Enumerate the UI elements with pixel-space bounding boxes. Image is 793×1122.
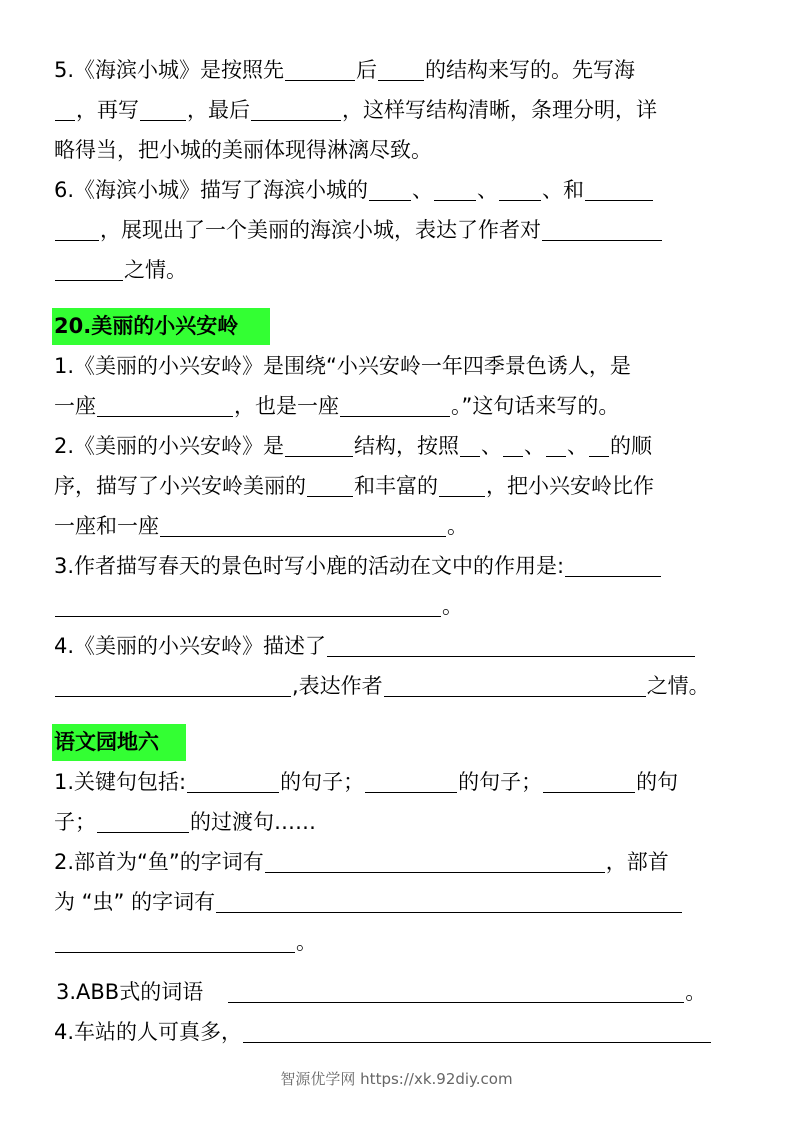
- s20q3-line-2: [54, 592, 742, 620]
- blank[interactable]: [546, 434, 566, 457]
- blank[interactable]: [55, 594, 441, 617]
- g2-text: 2.部首为“鱼”的字词有: [54, 850, 264, 874]
- blank[interactable]: [499, 178, 541, 201]
- section-heading-garden-6: 语文园地六: [52, 724, 186, 761]
- blank[interactable]: [439, 474, 485, 497]
- s20q1-text: ，也是一座: [234, 394, 339, 418]
- blank[interactable]: [55, 674, 291, 697]
- q5-line-1: [54, 56, 742, 84]
- s20q2-text: 结构，按照: [354, 434, 460, 458]
- s20q4-line-2: [54, 672, 742, 700]
- q5-text: ，这样写结构清晰，条理分明，详: [342, 98, 657, 122]
- blank[interactable]: [589, 434, 609, 457]
- g1-text: 的句子；: [458, 770, 543, 794]
- blank[interactable]: [55, 98, 75, 121]
- blank[interactable]: [384, 674, 646, 697]
- blank[interactable]: [542, 218, 662, 241]
- g3-text: 3.ABB式的词语: [56, 980, 204, 1004]
- g3-text: 。: [685, 980, 707, 1004]
- g2-text: 为 “虫” 的字词有: [54, 890, 216, 914]
- q6-line-3: [54, 256, 742, 284]
- g2-line-2: [54, 888, 742, 916]
- q5-text: 后: [356, 58, 378, 82]
- blank[interactable]: [160, 514, 446, 537]
- q5-text: 略得当，把小城的美丽体现得淋漓尽致。: [54, 138, 432, 162]
- q5-text: 5.《海滨小城》是按照先: [54, 58, 285, 82]
- q6-text: 6.《海滨小城》描写了海滨小城的: [54, 178, 369, 202]
- blank[interactable]: [55, 218, 99, 241]
- s20q2-text: 。: [447, 514, 468, 538]
- q5-line-3: [54, 136, 742, 164]
- blank[interactable]: [55, 930, 295, 953]
- blank[interactable]: [340, 394, 450, 417]
- g1-line-1: [54, 768, 742, 796]
- blank[interactable]: [327, 634, 695, 657]
- separator: 、: [477, 178, 499, 202]
- blank[interactable]: [434, 178, 476, 201]
- g1-text: 1.关键句包括:: [54, 770, 187, 794]
- blank[interactable]: [565, 554, 661, 577]
- g4-text: 4.车站的人可真多，: [54, 1020, 243, 1044]
- g1-text: 的句: [636, 770, 679, 794]
- s20q2-line-1: [54, 432, 742, 460]
- blank[interactable]: [265, 850, 605, 873]
- separator: 、: [567, 434, 589, 458]
- g3-line: [56, 978, 744, 1006]
- g2-line-1: [54, 848, 742, 876]
- blank[interactable]: [97, 394, 233, 417]
- q5-line-2: [54, 96, 742, 124]
- g2-text: 。: [296, 930, 317, 954]
- blank[interactable]: [369, 178, 411, 201]
- s20q1-line-2: [54, 392, 742, 420]
- q5-text: 的结构来写的。先写海: [425, 58, 636, 82]
- s20q2-text: 序，描写了小兴安岭美丽的: [54, 474, 306, 498]
- separator: 、: [481, 434, 503, 458]
- blank[interactable]: [285, 58, 355, 81]
- blank[interactable]: [243, 1020, 711, 1043]
- s20q3-text: 3.作者描写春天的景色时写小鹿的活动在文中的作用是:: [54, 554, 565, 578]
- s20q1-line-1: [54, 352, 742, 380]
- s20q2-text: 的顺: [610, 434, 653, 458]
- s20q2-text: 一座和一座: [54, 514, 159, 538]
- blank[interactable]: [187, 770, 279, 793]
- q6-text: 之情。: [124, 258, 187, 282]
- blank[interactable]: [251, 98, 341, 121]
- g1-text: 的过渡句……: [190, 810, 316, 834]
- q6-text: 、和: [542, 178, 585, 202]
- blank[interactable]: [55, 258, 123, 281]
- section-heading-20: 20.美丽的小兴安岭: [52, 308, 270, 345]
- blank[interactable]: [140, 98, 186, 121]
- blank[interactable]: [378, 58, 424, 81]
- blank[interactable]: [460, 434, 480, 457]
- s20q2-text: 2.《美丽的小兴安岭》是: [54, 434, 285, 458]
- s20q4-text: 之情。: [646, 674, 710, 698]
- s20q2-line-2: [54, 472, 742, 500]
- g4-line: [54, 1018, 742, 1046]
- s20q3-line-1: [54, 552, 742, 580]
- s20q1-text: 一座: [54, 394, 96, 418]
- q6-text: ，展现出了一个美丽的海滨小城，表达了作者对: [100, 218, 541, 242]
- q5-text: ，最后: [187, 98, 250, 122]
- s20q4-line-1: [54, 632, 742, 660]
- blank[interactable]: [228, 980, 684, 1003]
- s20q1-text: 。”这句话来写的。: [451, 394, 620, 418]
- blank[interactable]: [307, 474, 353, 497]
- blank[interactable]: [543, 770, 635, 793]
- s20q4-text: 4.《美丽的小兴安岭》描述了: [54, 634, 327, 658]
- q6-line-2: [54, 216, 742, 244]
- s20q4-text: ,表达作者: [292, 674, 383, 698]
- separator: 、: [412, 178, 434, 202]
- g1-text: 的句子；: [280, 770, 365, 794]
- g1-text: 子；: [54, 810, 96, 834]
- blank[interactable]: [585, 178, 653, 201]
- s20q2-text: 和丰富的: [354, 474, 438, 498]
- q5-text: ，再写: [76, 98, 139, 122]
- blank[interactable]: [216, 890, 682, 913]
- blank[interactable]: [365, 770, 457, 793]
- blank[interactable]: [97, 810, 189, 833]
- g1-line-2: [54, 808, 742, 836]
- s20q1-text: 1.《美丽的小兴安岭》是围绕“小兴安岭一年四季景色诱人，是: [54, 354, 631, 378]
- s20q3-text: 。: [442, 594, 463, 618]
- blank[interactable]: [285, 434, 353, 457]
- blank[interactable]: [503, 434, 523, 457]
- s20q2-line-3: [54, 512, 742, 540]
- q6-line-1: [54, 176, 742, 204]
- footer-watermark: 智源优学网 https://xk.92diy.com: [280, 1070, 513, 1088]
- separator: 、: [524, 434, 546, 458]
- s20q2-text: ，把小兴安岭比作: [486, 474, 654, 498]
- g2-line-3: [54, 928, 742, 956]
- g2-text: ，部首: [605, 850, 669, 874]
